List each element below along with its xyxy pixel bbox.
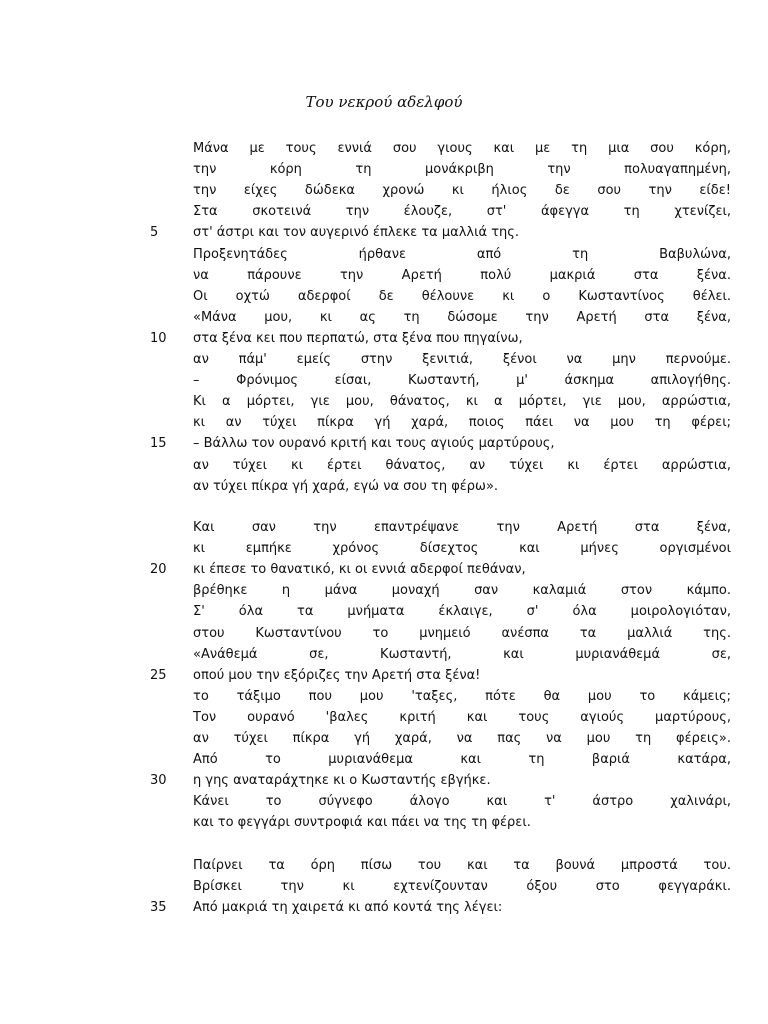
poem-line: Παίρνει τα όρη πίσω του και τα βουνά μπροστά του.	[193, 858, 731, 873]
line-number: 25	[150, 667, 167, 683]
poem-line: Τον ουρανό 'βαλες κριτή και τους αγιούς μαρτύρους,	[193, 709, 731, 725]
poem-line: να πάρουνε την Αρετή πολύ μακριά στα ξένα.	[193, 267, 731, 283]
line-number: 5	[150, 225, 159, 241]
poem-line: Στα σκοτεινά την έλουζε, στ' άφεγγα τη χτενίζει,	[193, 204, 731, 220]
poem-line: Κι α μόρτει, γιε μου, θάνατος, κι α μόρτει, γιε μου, αρρώστια,	[193, 394, 731, 410]
poem-line: Προξενητάδες ήρθανε από τη Βαβυλώνα,	[193, 246, 731, 262]
poem-line: την είχες δώδεκα χρονώ κι ήλιος δε σου την είδε!	[193, 183, 731, 199]
poem-line: αν τύχει κι έρτει θάνατος, αν τύχει κι έρτει αρρώστια,	[193, 457, 731, 473]
poem-line: Από μακριά τη χαιρετά κι από κοντά της λέγει:	[193, 900, 503, 916]
poem-line: Και σαν την επαντρέψανε την Αρετή στα ξένα,	[193, 520, 731, 535]
poem-line: την κόρη τη μονάκριβη την πολυαγαπημένη,	[193, 162, 731, 178]
line-number: 35	[150, 900, 167, 916]
poem-line: – Βάλλω τον ουρανό κριτή και τους αγιούς μαρτύρους,	[193, 436, 555, 452]
poem-line: αν πάμ' εμείς στην ξενιτιά, ξένοι να μην περνούμε.	[193, 352, 731, 367]
line-number: 15	[150, 436, 167, 452]
poem-line: αν τύχει πίκρα γή χαρά, εγώ να σου τη φέρω».	[193, 478, 499, 494]
poem-line: και το φεγγάρι συντροφιά και πάει να της τη φέρει.	[193, 815, 531, 831]
poem-line: αν τύχει πίκρα γή χαρά, να πας να μου τη φέρεις».	[193, 731, 731, 746]
poem-line: – Φρόνιμος είσαι, Κωσταντή, μ' άσκημα απιλογήθης.	[193, 373, 731, 389]
poem-line: η γης αναταράχτηκε κι ο Κωσταντής εβγήκε.	[193, 773, 491, 789]
poem-line: «Ανάθεμά σε, Κωσταντή, και μυριανάθεμά σε,	[193, 646, 731, 662]
poem-line: βρέθηκε η μάνα μοναχή σαν καλαμιά στον κάμπο.	[193, 583, 731, 599]
poem-line: Σ' όλα τα μνήματα έκλαιγε, σ' όλα μοιρολογιόταν,	[193, 604, 731, 620]
poem-line: στου Κωσταντίνου το μνημειό ανέσπα τα μαλλιά της.	[193, 625, 731, 641]
poem-line: κι έπεσε το θανατικό, κι οι εννιά αδερφοί πεθάναν,	[193, 562, 526, 578]
poem-line: Κάνει το σύγνεφο άλογο και τ' άστρο χαλινάρι,	[193, 794, 731, 810]
line-number: 30	[150, 773, 167, 789]
poem-title: Του νεκρού αδελφού	[305, 93, 463, 111]
poem-line: στα ξένα κει που περπατώ, στα ξένα που πηγαίνω,	[193, 330, 523, 346]
poem-line: οπού μου την εξόριζες την Αρετή στα ξένα!	[193, 667, 481, 683]
poem-line: κι εμπήκε χρόνος δίσεχτος και μήνες οργισμένοι	[193, 541, 731, 557]
poem-line: κι αν τύχει πίκρα γή χαρά, ποιος πάει να μου τη φέρει;	[193, 415, 731, 431]
poem-line: Οι οχτώ αδερφοί δε θέλουνε κι ο Κωσταντίνος θέλει.	[193, 288, 731, 304]
poem-line: στ' άστρι και τον αυγερινό έπλεκε τα μαλλιά της.	[193, 225, 520, 241]
poem-line: το τάξιμο που μου 'ταξες, πότε θα μου το κάμεις;	[193, 688, 731, 704]
line-number: 10	[150, 330, 167, 346]
line-number: 20	[150, 562, 167, 578]
poem-line: Βρίσκει την κι εχτενίζουνταν όξου στο φεγγαράκι.	[193, 879, 731, 895]
poem-line: «Μάνα μου, κι ας τη δώσομε την Αρετή στα ξένα,	[193, 309, 731, 325]
poem-line: Μάνα με τους εννιά σου γιους και με τη μια σου κόρη,	[193, 141, 731, 156]
poem-line: Από το μυριανάθεμα και τη βαριά κατάρα,	[193, 752, 731, 768]
